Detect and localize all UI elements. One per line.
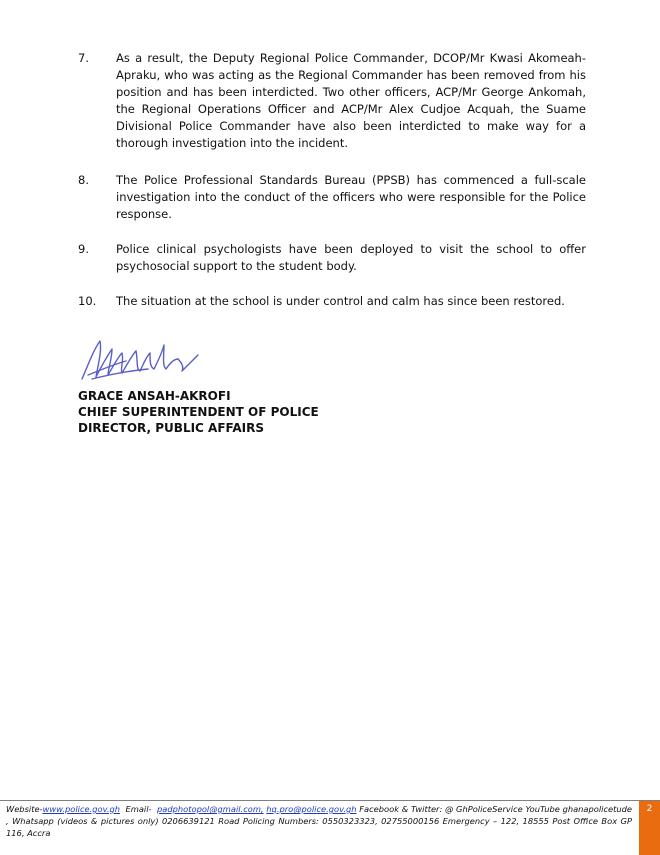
signatory-name: GRACE ANSAH-AKROFI	[78, 389, 231, 403]
paragraph-number: 8.	[78, 173, 89, 187]
website-link[interactable]: www.police.gov.gh	[42, 804, 121, 814]
paragraph-text: Police clinical psychologists have been deployed to visit the school to offer psychosocial support to the student body.	[116, 242, 586, 273]
paragraph-text: The situation at the school is under control and calm has since been restored.	[116, 294, 565, 308]
signatory-title: DIRECTOR, PUBLIC AFFAIRS	[78, 421, 264, 435]
paragraph-number: 7.	[78, 51, 89, 65]
paragraph-10	[78, 293, 586, 310]
paragraph-number: 9.	[78, 242, 89, 256]
paragraph-text: The Police Professional Standards Bureau (PPSB) has commenced a full-scale investigation into the conduct of the officers who were responsible for the Police response.	[116, 173, 586, 221]
footer-contacts: Facebook & Twitter: @ GhPoliceService YouTube ghanapolicetude , Whatsapp (videos & pictures only) 0206639121 Road Policing Numbers: 0550323323, 02755000156 Emergency – 122, 18555 Post Office Box GP 116, Accra	[6, 804, 633, 838]
paragraph-number: 10.	[78, 294, 97, 308]
website-label: Website-	[6, 804, 43, 814]
email-link-1[interactable]: padphotopol@gmail.com,	[157, 804, 264, 814]
page-number: 2	[639, 801, 660, 855]
paragraph-text: As a result, the Deputy Regional Police Commander, DCOP/Mr Kwasi Akomeah-Apraku, who was acting as the Regional Commander has been removed from his position and has been interdicted. Two other officers, ACP/Mr George Ankomah, the Regional Operations Officer and ACP/Mr Alex Cudjoe Acquah, the Suame Divisional Police Commander have also been interdicted to make way for a thorough investigation into the incident.	[116, 51, 586, 150]
signatory-rank: CHIEF SUPERINTENDENT OF POLICE	[78, 405, 319, 419]
paragraph-8	[78, 172, 586, 223]
email-link-2[interactable]: hq.pro@police.gov.gh	[266, 804, 357, 814]
signature	[78, 335, 203, 385]
signature-strokes	[82, 341, 198, 379]
footer	[6, 803, 632, 839]
signature-block	[78, 388, 319, 436]
footer-divider	[0, 800, 660, 801]
paragraph-9	[78, 241, 586, 275]
paragraph-7	[78, 50, 586, 152]
email-label: Email-	[125, 804, 152, 814]
